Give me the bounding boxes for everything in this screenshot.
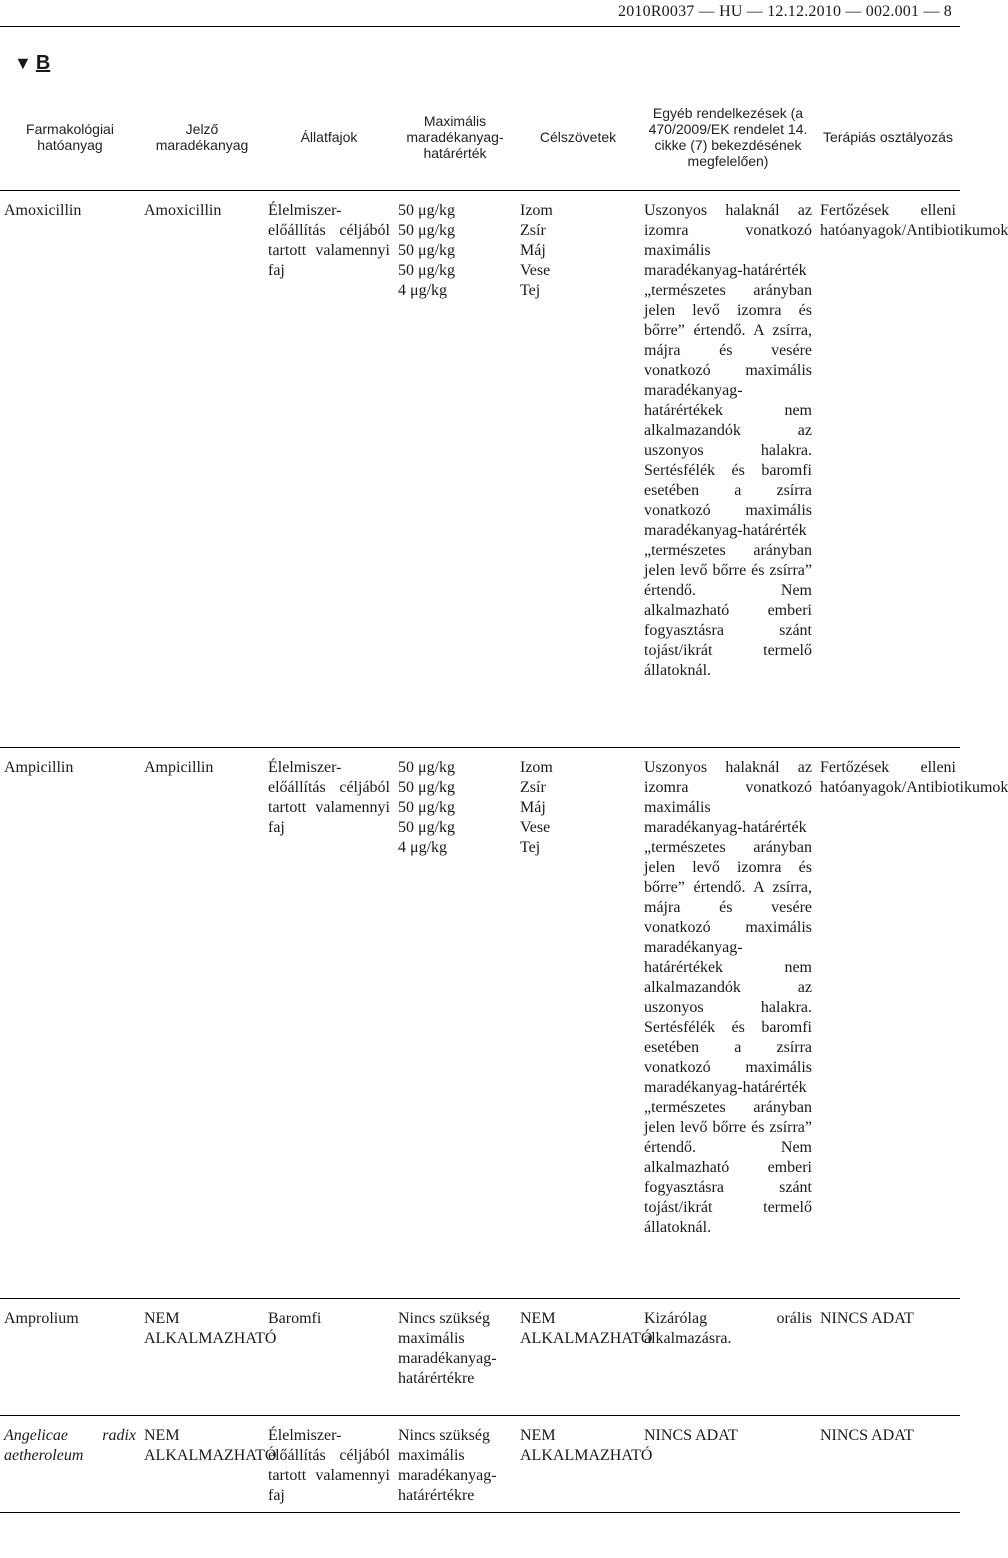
table-row <box>0 191 960 748</box>
table-header-row <box>0 84 960 191</box>
species-cell: Élelmiszer-előállítás céljából tartott valamennyi faj <box>264 191 394 748</box>
document-header <box>0 0 960 27</box>
species-cell: Baromfi <box>264 1299 394 1416</box>
marker-residue-cell: NEM ALKALMAZHATÓ <box>140 1416 264 1513</box>
substance-cell <box>0 1416 140 1513</box>
tissue-name: Vese <box>520 262 551 279</box>
therapeutic-cell: Fertőzések elleni hatóanyagok/Antibiotikumok <box>816 748 960 1299</box>
mrl-value: 4 μg/kg <box>398 839 448 856</box>
tissue-name: Zsír <box>520 222 546 239</box>
table-row <box>0 1299 960 1416</box>
species-cell: Élelmiszer-előállítás céljából tartott valamennyi faj <box>264 748 394 1299</box>
table-row <box>0 1416 960 1513</box>
tissue-name: Máj <box>520 242 546 259</box>
tissue-name: Vese <box>520 819 551 836</box>
provisions-cell: NINCS ADAT <box>640 1416 816 1513</box>
provisions-cell: Kizárólag orális alkalmazásra. <box>640 1299 816 1416</box>
mrl-value: 50 μg/kg <box>398 779 456 796</box>
table-row <box>0 748 960 1299</box>
mrl-value: 50 μg/kg <box>398 262 456 279</box>
column-header: Terápiás osztályozás <box>816 84 960 191</box>
triangle-down-icon: ▼ <box>14 53 32 73</box>
substance-cell: Ampicillin <box>0 748 140 1299</box>
mrl-value: 4 μg/kg <box>398 282 448 299</box>
marker-residue-cell: Ampicillin <box>140 748 264 1299</box>
substances-table <box>0 84 1008 1513</box>
species-cell: Élelmiszer-előállítás céljából tartott valamennyi faj <box>264 1416 394 1513</box>
tissue-name: Izom <box>520 759 553 776</box>
tissue-name: Máj <box>520 799 546 816</box>
provisions-cell: Uszonyos halaknál az izomra vonatkozó maximális maradékanyag-határérték „természetes arányban jelen levő izomra és bőrre” értendő. A zsírra, májra és vesére vonatkozó maximális maradékanyag-határértékek nem alkalmazandók az uszonyos halakra. Sertésfélék és baromfi esetében a zsírra vonatkozó maximális maradékanyag-határérték „természetes arányban jelen levő bőrre és zsírra” értendő. Nem alkalmazható emberi fogyasztásra szánt tojást/ikrát termelő állatoknál. <box>640 748 816 1299</box>
therapeutic-cell: Fertőzések elleni hatóanyagok/Antibiotikumok <box>816 191 960 748</box>
tissue-name: Izom <box>520 202 553 219</box>
tissues-cell: NEM ALKALMAZHATÓ <box>516 1416 640 1513</box>
therapeutic-cell: NINCS ADAT <box>816 1299 960 1416</box>
document-reference: 2010R0037 — HU — 12.12.2010 — 002.001 — 8 <box>618 3 952 20</box>
amendment-letter: B <box>35 52 51 74</box>
mrl-value: 50 μg/kg <box>398 759 456 776</box>
mrl-value: 50 μg/kg <box>398 819 456 836</box>
substance-cell: Amoxicillin <box>0 191 140 748</box>
column-header: Farmakológiai hatóanyag <box>0 84 140 191</box>
column-header: Célszövetek <box>516 84 640 191</box>
mrl-value: 50 μg/kg <box>398 242 456 259</box>
tissues-cell <box>516 748 640 1299</box>
tissues-cell <box>516 191 640 748</box>
mrl-cell: Nincs szükség maximális maradékanyag-határértékre <box>394 1299 516 1416</box>
column-header: Maximális maradékanyag-határérték <box>394 84 516 191</box>
mrl-value: 50 μg/kg <box>398 202 456 219</box>
substance-cell: Amprolium <box>0 1299 140 1416</box>
marker-residue-cell: Amoxicillin <box>140 191 264 748</box>
amendment-marker <box>14 52 50 75</box>
tissue-name: Zsír <box>520 779 546 796</box>
tissues-cell: NEM ALKALMAZHATÓ <box>516 1299 640 1416</box>
column-header: Egyéb rendelkezések (a 470/2009/EK rendelet 14. cikke (7) bekezdésének megfelelően) <box>640 84 816 191</box>
mrl-cell: Nincs szükség maximális maradékanyag-határértékre <box>394 1416 516 1513</box>
marker-residue-cell: NEM ALKALMAZHATÓ <box>140 1299 264 1416</box>
tissue-name: Tej <box>520 282 541 299</box>
mrl-value: 50 μg/kg <box>398 799 456 816</box>
therapeutic-cell: NINCS ADAT <box>816 1416 960 1513</box>
mrl-value: 50 μg/kg <box>398 222 456 239</box>
column-header: Jelző maradékanyag <box>140 84 264 191</box>
substance-latin-name: Angelicae radix aetheroleum <box>4 1427 136 1464</box>
mrl-cell <box>394 748 516 1299</box>
mrl-cell <box>394 191 516 748</box>
tissue-name: Tej <box>520 839 541 856</box>
column-header: Állatfajok <box>264 84 394 191</box>
provisions-cell: Uszonyos halaknál az izomra vonatkozó maximális maradékanyag-határérték „természetes arányban jelen levő izomra és bőrre” értendő. A zsírra, májra és vesére vonatkozó maximális maradékanyag-határértékek nem alkalmazandók az uszonyos halakra. Sertésfélék és baromfi esetében a zsírra vonatkozó maximális maradékanyag-határérték „természetes arányban jelen levő bőrre és zsírra” értendő. Nem alkalmazható emberi fogyasztásra szánt tojást/ikrát termelő állatoknál. <box>640 191 816 748</box>
